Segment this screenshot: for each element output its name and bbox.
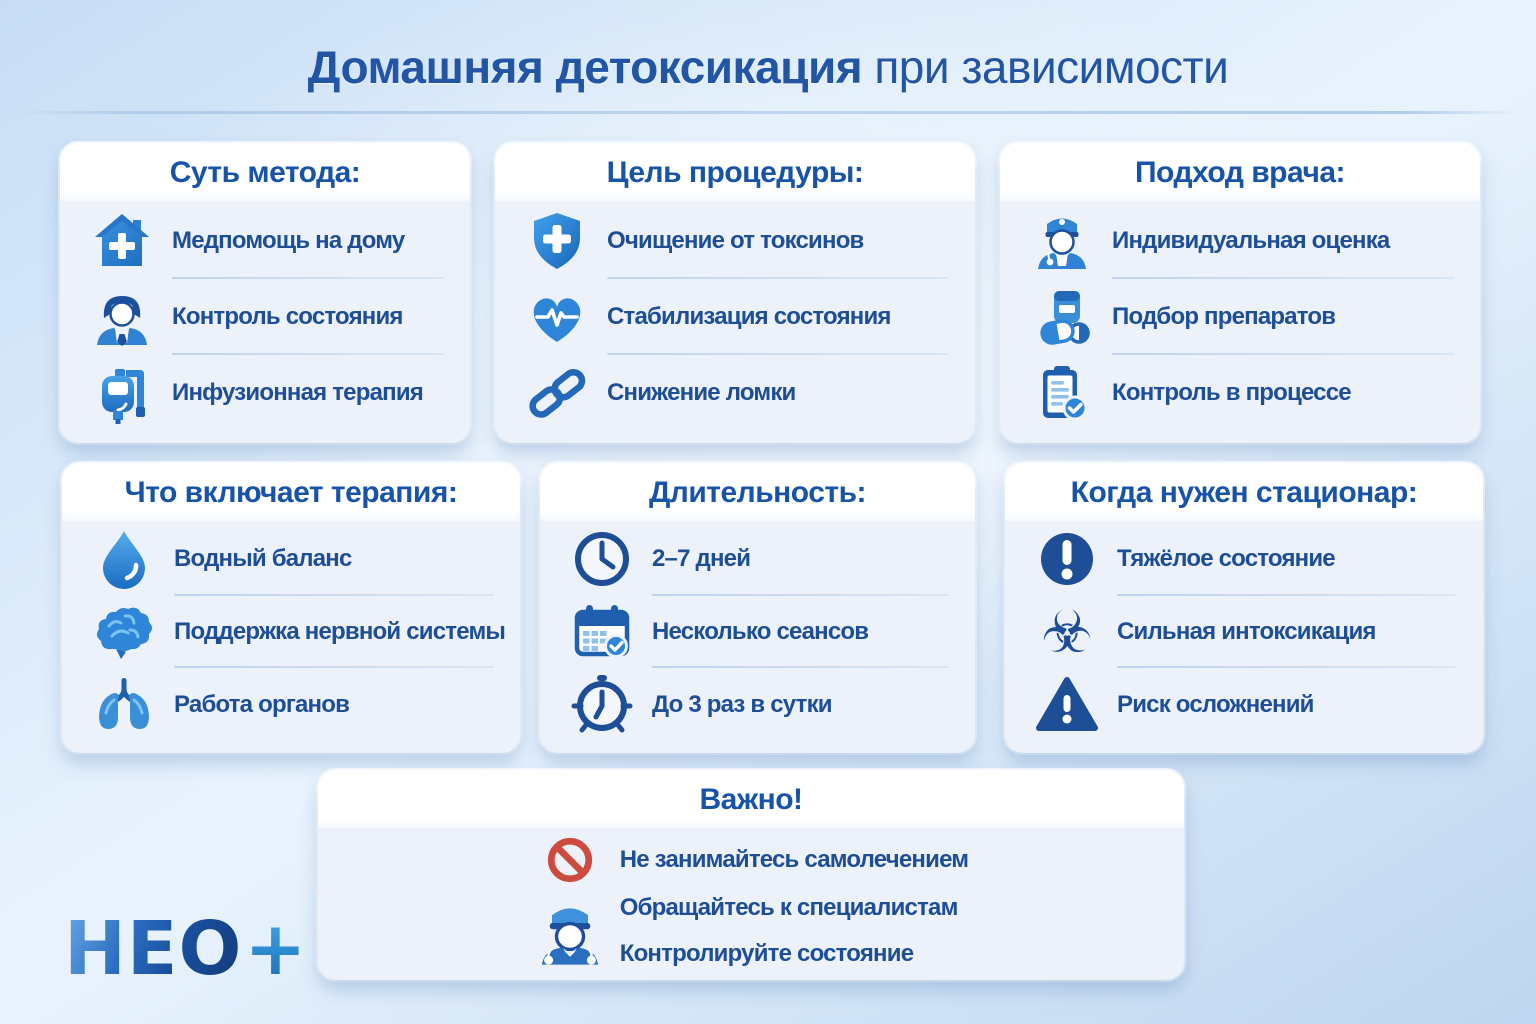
alarm-clock-icon [570, 673, 634, 737]
item-label: Снижение ломки [607, 379, 796, 406]
item-label: Индивидуальная оценка [1112, 227, 1390, 254]
title-regular: при зависимости [862, 41, 1229, 93]
no-entry-icon [546, 836, 594, 884]
card-body [60, 201, 470, 437]
list-item [1035, 668, 1459, 741]
list-item [1035, 523, 1459, 596]
card-body [495, 201, 975, 437]
title-bold: Домашняя детоксикация [307, 41, 863, 93]
list-item [570, 596, 951, 669]
item-label: Обращайтесь к специалистам [619, 894, 958, 921]
item-label: Риск осложнений [1117, 690, 1314, 718]
list-item [92, 523, 496, 596]
item-label: Тяжёлое состояние [1117, 545, 1335, 573]
title-divider [14, 111, 1522, 114]
item-label: Инфузионная терапия [172, 379, 423, 406]
card-body [62, 521, 520, 747]
list-item [90, 279, 446, 355]
item-label: Работа органов [174, 690, 350, 718]
item-label: Несколько сеансов [652, 618, 869, 645]
iv-bag-icon [90, 361, 154, 425]
card-hospital-needed [1005, 463, 1483, 753]
card-procedure-goal [495, 143, 975, 443]
item-label: До 3 раз в сутки [652, 690, 832, 718]
card-therapy-includes [62, 463, 520, 753]
item-label: Поддержка нервной системы [174, 618, 506, 645]
item-label: Контроль в процессе [1112, 379, 1351, 406]
list-item [525, 279, 951, 355]
card-method-essence [60, 143, 470, 443]
item-label: Очищение от токсинов [607, 227, 864, 254]
card-important [318, 770, 1184, 980]
list-item [1030, 279, 1456, 355]
item-label: Медпомощь на дому [172, 227, 405, 254]
brand-logo [64, 906, 307, 992]
card-heading: Когда нужен стационар: [1005, 463, 1483, 521]
card-body [540, 521, 975, 747]
item-label: Подбор препаратов [1112, 303, 1336, 330]
house-medical-icon [90, 209, 154, 273]
page-title [0, 40, 1536, 94]
card-doctor-approach [1000, 143, 1480, 443]
pills-icon [1030, 285, 1094, 349]
card-duration [540, 463, 975, 753]
item-label: Стабилизация состояния [607, 303, 891, 330]
card-body [1000, 201, 1480, 437]
card-heading: Длительность: [540, 463, 975, 521]
heart-pulse-icon [525, 285, 589, 349]
doctor-cap-icon [1030, 209, 1094, 273]
list-item [1030, 355, 1456, 431]
brain-icon [92, 600, 156, 664]
item-label: Контроль состояния [172, 303, 403, 330]
card-heading: Суть метода: [60, 143, 470, 201]
list-item [525, 355, 951, 431]
card-heading: Цель процедуры: [495, 143, 975, 201]
list-item [90, 203, 446, 279]
list-item [90, 355, 446, 431]
clock-icon [570, 527, 634, 591]
item-label: Контролируйте состояние [619, 940, 914, 967]
warning-triangle-icon [1035, 673, 1099, 737]
clipboard-check-icon [1030, 361, 1094, 425]
shield-cross-icon [525, 209, 589, 273]
list-item [1030, 203, 1456, 279]
calendar-check-icon [570, 600, 634, 664]
item-label: Не занимайтесь самолечением [619, 846, 969, 873]
logo-text: НЕО [64, 906, 243, 992]
card-heading: Важно! [318, 770, 1184, 828]
biohazard-icon: ☣ [1041, 598, 1093, 666]
lungs-icon [92, 673, 156, 737]
item-label: Сильная интоксикация [1117, 618, 1376, 645]
important-list [534, 834, 969, 978]
item-label: 2–7 дней [652, 545, 751, 573]
card-heading: Что включает терапия: [62, 463, 520, 521]
card-body [1005, 521, 1483, 747]
list-item [1035, 596, 1459, 669]
list-item [570, 668, 951, 741]
list-item [570, 523, 951, 596]
water-drop-icon [92, 527, 156, 591]
logo-plus-icon: + [244, 906, 308, 992]
card-heading: Подход врача: [1000, 143, 1480, 201]
list-item [525, 203, 951, 279]
list-item [92, 596, 506, 669]
doctor-icon [90, 285, 154, 349]
surgeon-icon [534, 888, 606, 976]
exclamation-circle-icon [1035, 527, 1099, 591]
chain-link-icon [525, 361, 589, 425]
list-item [92, 668, 496, 741]
item-label: Водный баланс [174, 545, 352, 573]
